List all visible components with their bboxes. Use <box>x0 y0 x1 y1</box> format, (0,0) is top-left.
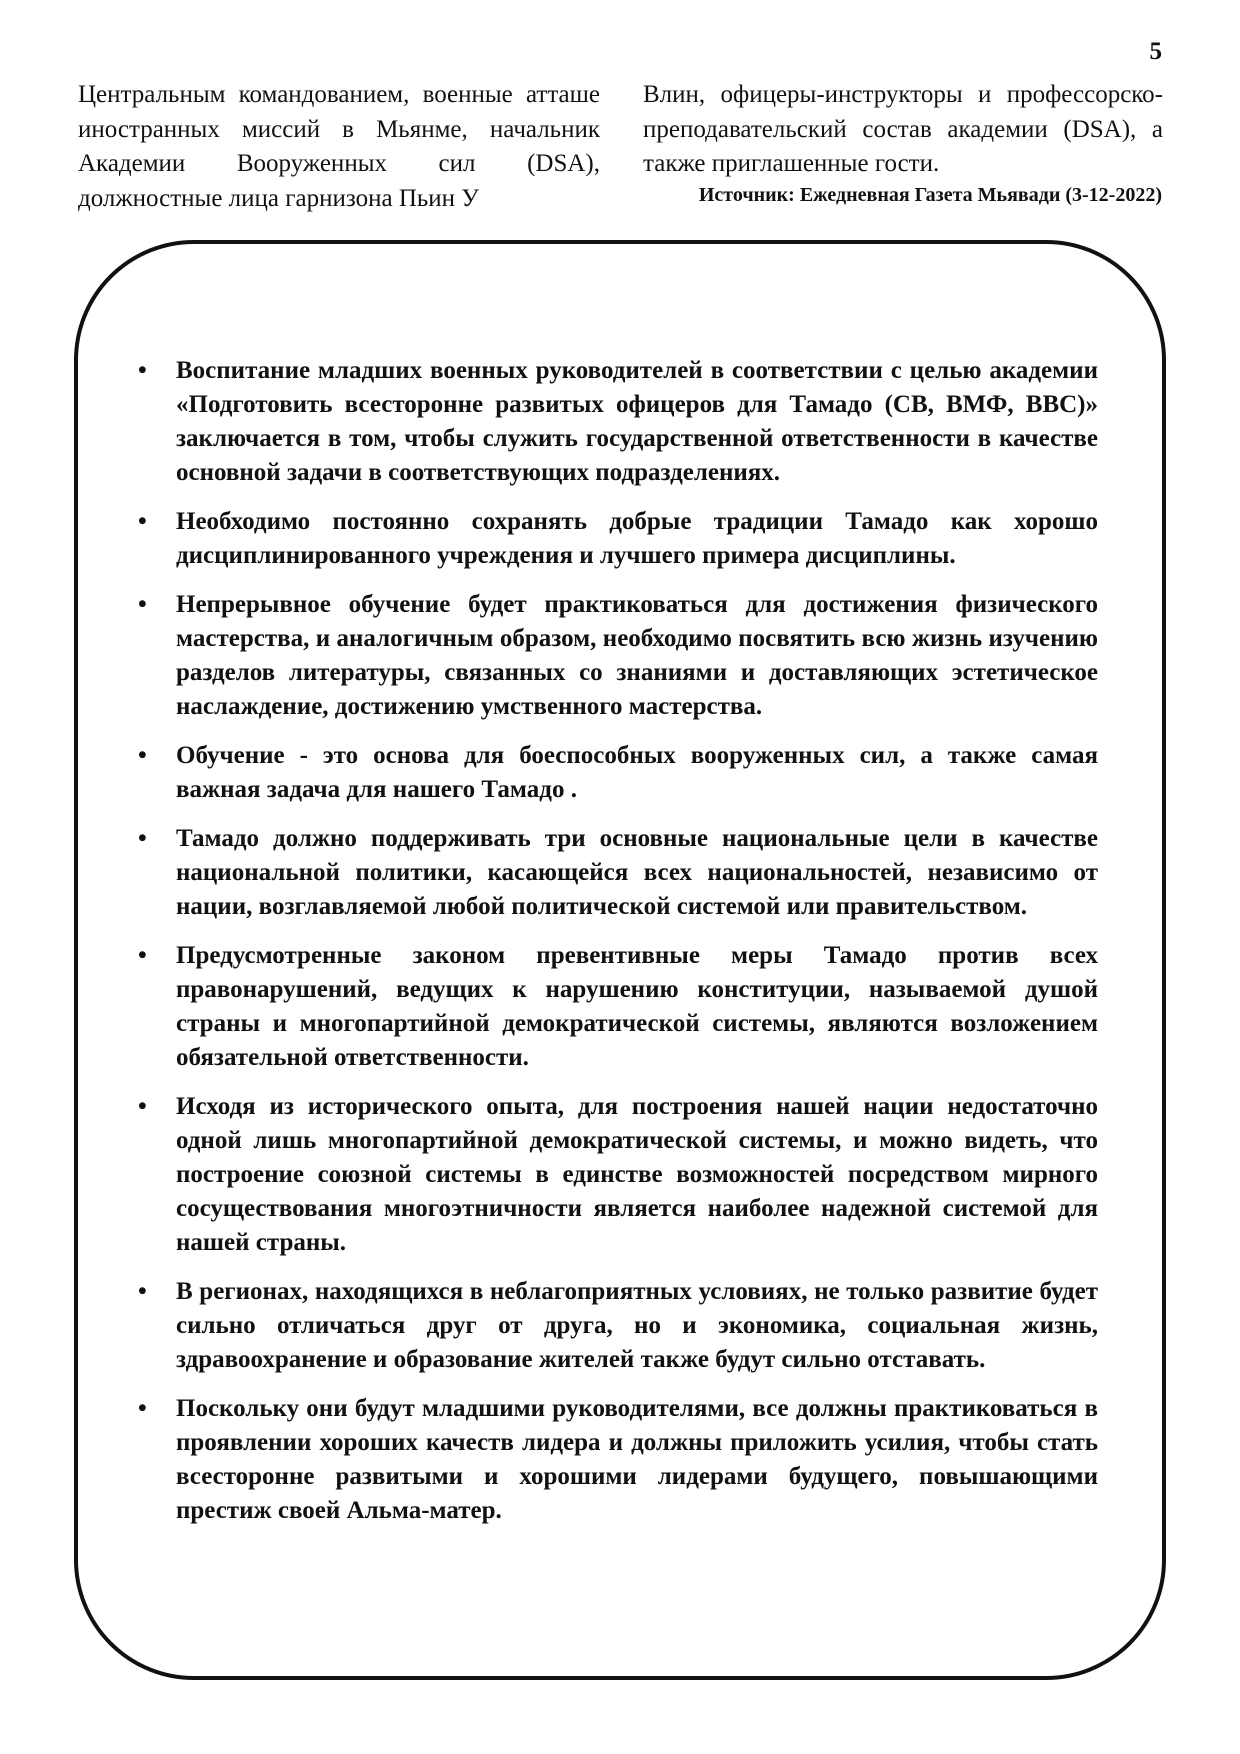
bullet-text: Непрерывное обучение будет практиковаться для достижения физического мастерства, и аналогичным образом, необходимо посвятить всю жизнь изучению разделов литературы, связанных со знаниями и доставляющих эстетическое наслаждение, достижению умственного мастерства. <box>176 591 1098 720</box>
bullet-text: Тамадо должно поддерживать три основные национальные цели в качестве национальной политики, касающейся всех национальностей, независимо от нации, возглавляемой любой политической системой или правительством. <box>176 825 1098 920</box>
bullet-marker: • <box>138 1278 147 1305</box>
article-text-left-column: Центральным командованием, военные атташе иностранных миссий в Мьянме, начальник Академии Вооруженных сил (DSA), должностные лица гарнизона Пьин У <box>78 81 600 212</box>
bullet-text: Предусмотренные законом превентивные меры Тамадо против всех правонарушений, ведущих к нарушению конституции, называемой душой страны и многопартийной демократической системы, являются возложением обязательной ответственности. <box>176 942 1098 1071</box>
bullet-item-2 <box>138 505 1098 573</box>
bullet-item-4 <box>138 739 1098 807</box>
bullet-marker: • <box>138 942 147 969</box>
bullet-marker: • <box>138 1093 147 1120</box>
page-number: 5 <box>1149 38 1162 65</box>
bullet-text: Обучение - это основа для боеспособных вооруженных сил, а также самая важная задача для нашего Тамадо . <box>176 742 1098 803</box>
bullet-marker: • <box>138 357 147 384</box>
bullet-item-9 <box>138 1392 1098 1528</box>
bullet-text: В регионах, находящихся в неблагоприятных условиях, не только развитие будет сильно отличаться друг от друга, но и экономика, социальная жизнь, здравоохранение и образование жителей также будут сильно отставать. <box>176 1278 1098 1373</box>
bullet-marker: • <box>138 742 147 769</box>
bullet-list <box>138 354 1098 1543</box>
bullet-marker: • <box>138 825 147 852</box>
bullet-marker: • <box>138 508 147 535</box>
bullet-item-8 <box>138 1275 1098 1377</box>
bullet-item-1 <box>138 354 1098 490</box>
bullet-text: Необходимо постоянно сохранять добрые традиции Тамадо как хорошо дисциплинированного учреждения и лучшего примера дисциплины. <box>176 508 1098 569</box>
bullet-item-6 <box>138 939 1098 1075</box>
bullet-item-3 <box>138 588 1098 724</box>
bullet-item-5 <box>138 822 1098 924</box>
rounded-bullet-box <box>74 240 1166 1680</box>
bullet-text: Поскольку они будут младшими руководителями, все должны практиковаться в проявлении хороших качеств лидера и должны приложить усилия, чтобы стать всесторонне развитыми и хорошими лидерами будущего, повышающими престиж своей Альма-матер. <box>176 1395 1098 1524</box>
bullet-text: Исходя из исторического опыта, для построения нашей нации недостаточно одной лишь многопартийной демократической системы, и можно видеть, что построение союзной системы в единстве возможностей посредством мирного сосуществования многоэтничности является наиболее надежной системой для нашей страны. <box>176 1093 1098 1256</box>
bullet-marker: • <box>138 591 147 618</box>
bullet-marker: • <box>138 1395 147 1422</box>
source-citation: Источник: Ежедневная Газета Мьявади (3-12-2022) <box>698 184 1162 206</box>
bullet-text: Воспитание младших военных руководителей в соответствии с целью академии «Подготовить всесторонне развитых офицеров для Тамадо (СВ, ВМФ, ВВС)» заключается в том, чтобы служить государственной ответственности в качестве основной задачи в соответствующих подразделениях. <box>176 357 1098 486</box>
bullet-item-7 <box>138 1090 1098 1260</box>
article-text-right-column: Влин, офицеры-инструкторы и профессорско-преподавательский состав академии (DSA), а также приглашенные гости. <box>643 81 1163 177</box>
